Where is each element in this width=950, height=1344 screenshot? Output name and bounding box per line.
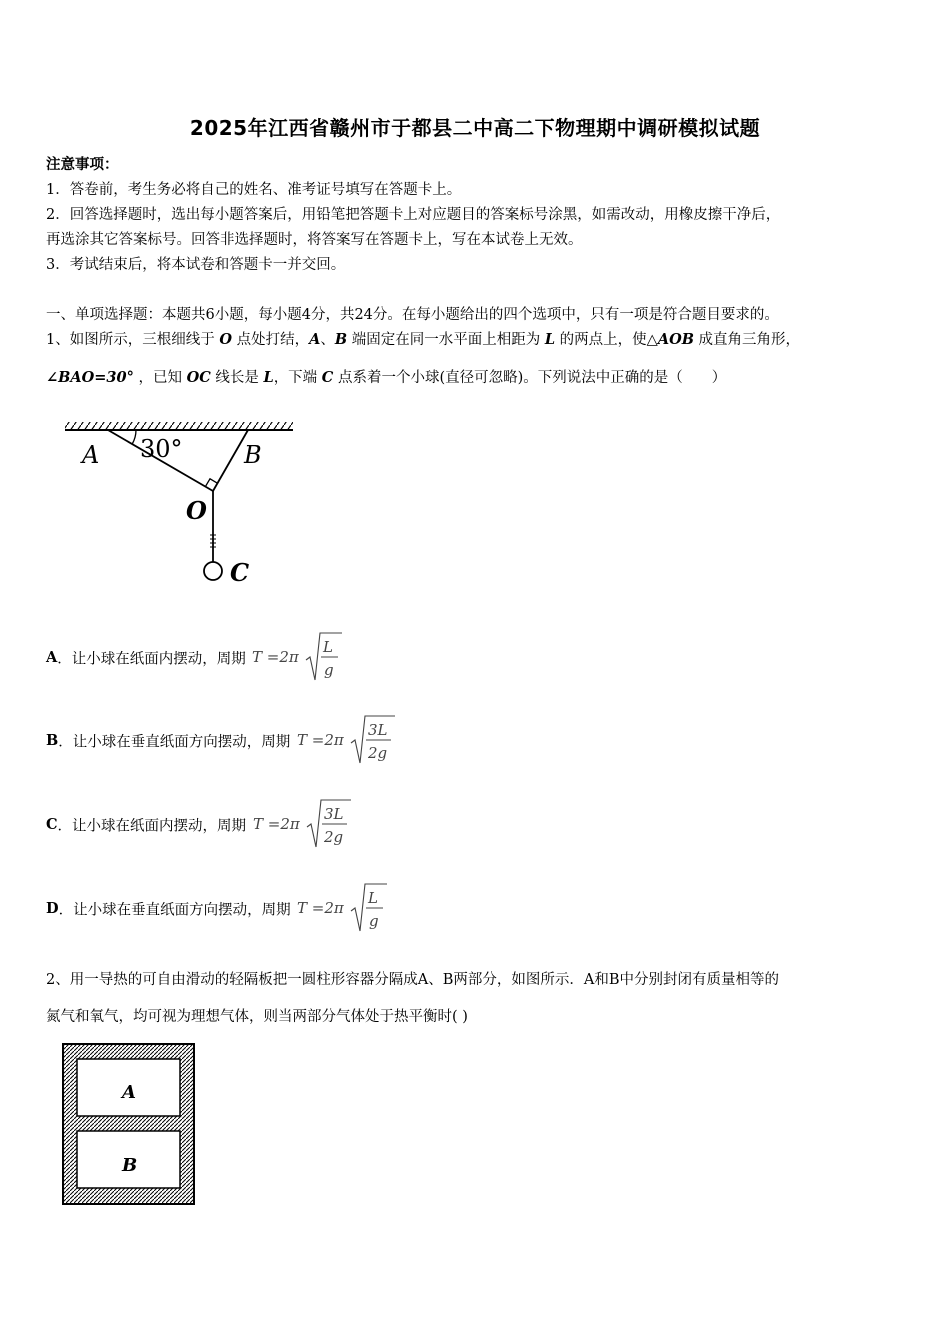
label-o: O xyxy=(186,496,207,525)
question-1-figure xyxy=(60,415,300,590)
notice-heading: 注意事项： xyxy=(46,156,119,173)
q1-text: ，下端 xyxy=(273,370,322,386)
period-formula xyxy=(295,713,405,769)
q1-text: 端固定在同一水平面上相距为 xyxy=(347,332,545,348)
formula-prefix: T =2π xyxy=(296,731,344,749)
option-d xyxy=(46,881,405,937)
label-chamber-b: B xyxy=(122,1155,138,1176)
q1-var: A xyxy=(309,331,321,348)
q1-text: 点处打结， xyxy=(231,332,310,348)
label-chamber-a: A xyxy=(122,1082,136,1103)
option-letter: D xyxy=(46,900,59,917)
string-bo xyxy=(213,430,248,491)
option-letter: C xyxy=(46,816,58,833)
label-c: C xyxy=(230,558,250,587)
label-b: B xyxy=(244,441,262,469)
q1-text: 线长是 xyxy=(210,370,264,386)
option-a xyxy=(46,630,360,686)
notice-item: 1．答卷前，考生务必将自己的姓名、准考证号填写在答题卡上。 xyxy=(46,182,462,198)
period-formula xyxy=(251,797,361,853)
option-text: ．让小球在纸面内摆动，周期 xyxy=(57,651,246,668)
fraction-denominator: g xyxy=(369,912,379,930)
fraction-numerator: 3L xyxy=(323,805,344,823)
notice-item: 再选涂其它答案标号。回答非选择题时，将答案写在答题卡上，写在本试卷上无效。 xyxy=(46,232,583,248)
option-b xyxy=(46,713,405,769)
formula-prefix: T =2π xyxy=(297,899,344,917)
notice-item: 3．考试结束后，将本试卷和答题卡一并交回。 xyxy=(46,257,346,273)
notice-item: 2．回答选择题时，选出每小题答案后，用铅笔把答题卡上对应题目的答案标号涂黑，如需改动，用橡皮擦干净后， xyxy=(46,207,781,223)
fraction-denominator: g xyxy=(324,661,334,679)
option-letter: A xyxy=(46,649,58,666)
formula-prefix: T =2π xyxy=(252,815,300,833)
option-text: ．让小球在垂直纸面方向摆动，周期 xyxy=(58,734,291,751)
q1-var: O xyxy=(219,331,232,348)
page-title: 2025年江西省赣州市于都县二中高二下物理期中调研模拟试题 xyxy=(189,116,761,140)
q1-text: 点系着一个小球(直径可忽略)。下列说法中正确的是（ ） xyxy=(333,370,727,386)
label-angle: 30° xyxy=(140,435,183,463)
q1-text: ，已知 xyxy=(133,370,187,386)
ball xyxy=(204,562,222,580)
q1-text: 成直角三角形， xyxy=(693,332,801,348)
angle-arc xyxy=(132,430,136,444)
section-heading: 一、单项选择题：本题共6小题，每小题4分，共24分。在每小题给出的四个选项中，只有一项是符合题目要求的。 xyxy=(46,307,779,323)
q1-var: B xyxy=(334,331,348,348)
question-1-stem-line-1 xyxy=(46,328,800,349)
fraction-denominator: 2g xyxy=(367,744,388,762)
question-2-figure xyxy=(62,1043,196,1206)
option-letter: B xyxy=(46,732,59,749)
q1-angle: ∠BAO=30° xyxy=(46,369,134,386)
q1-var: OC xyxy=(186,369,211,386)
option-c xyxy=(46,797,361,853)
q1-text: 1、如图所示，三根细线于 xyxy=(46,332,220,348)
period-formula xyxy=(295,881,405,937)
fraction-numerator: L xyxy=(323,638,334,656)
q1-text: 的两点上，使△ xyxy=(555,332,658,348)
q1-var: L xyxy=(263,369,274,386)
fraction-denominator: 2g xyxy=(323,828,343,846)
period-formula xyxy=(250,630,360,686)
ceiling-hatch xyxy=(65,422,293,430)
q1-var: L xyxy=(544,331,556,348)
question-1-stem-line-2 xyxy=(46,366,726,387)
q1-var: AOB xyxy=(657,331,694,348)
question-2-stem-line-1: 2、用一导热的可自由滑动的轻隔板把一圆柱形容器分隔成A、B两部分，如图所示．A和B中分别封闭有质量相等的 xyxy=(46,972,779,988)
fraction-numerator: L xyxy=(368,889,379,907)
formula-prefix: T =2π xyxy=(252,648,300,666)
label-a: A xyxy=(82,441,100,469)
q1-var: C xyxy=(321,369,334,386)
option-text: ．让小球在纸面内摆动，周期 xyxy=(57,818,247,835)
q1-text: 、 xyxy=(320,332,335,348)
question-2-stem-line-2: 氮气和氧气，均可视为理想气体，则当两部分气体处于热平衡时( ) xyxy=(46,1009,468,1025)
option-text: ．让小球在垂直纸面方向摆动，周期 xyxy=(58,902,291,919)
fraction-numerator: 3L xyxy=(367,721,388,739)
